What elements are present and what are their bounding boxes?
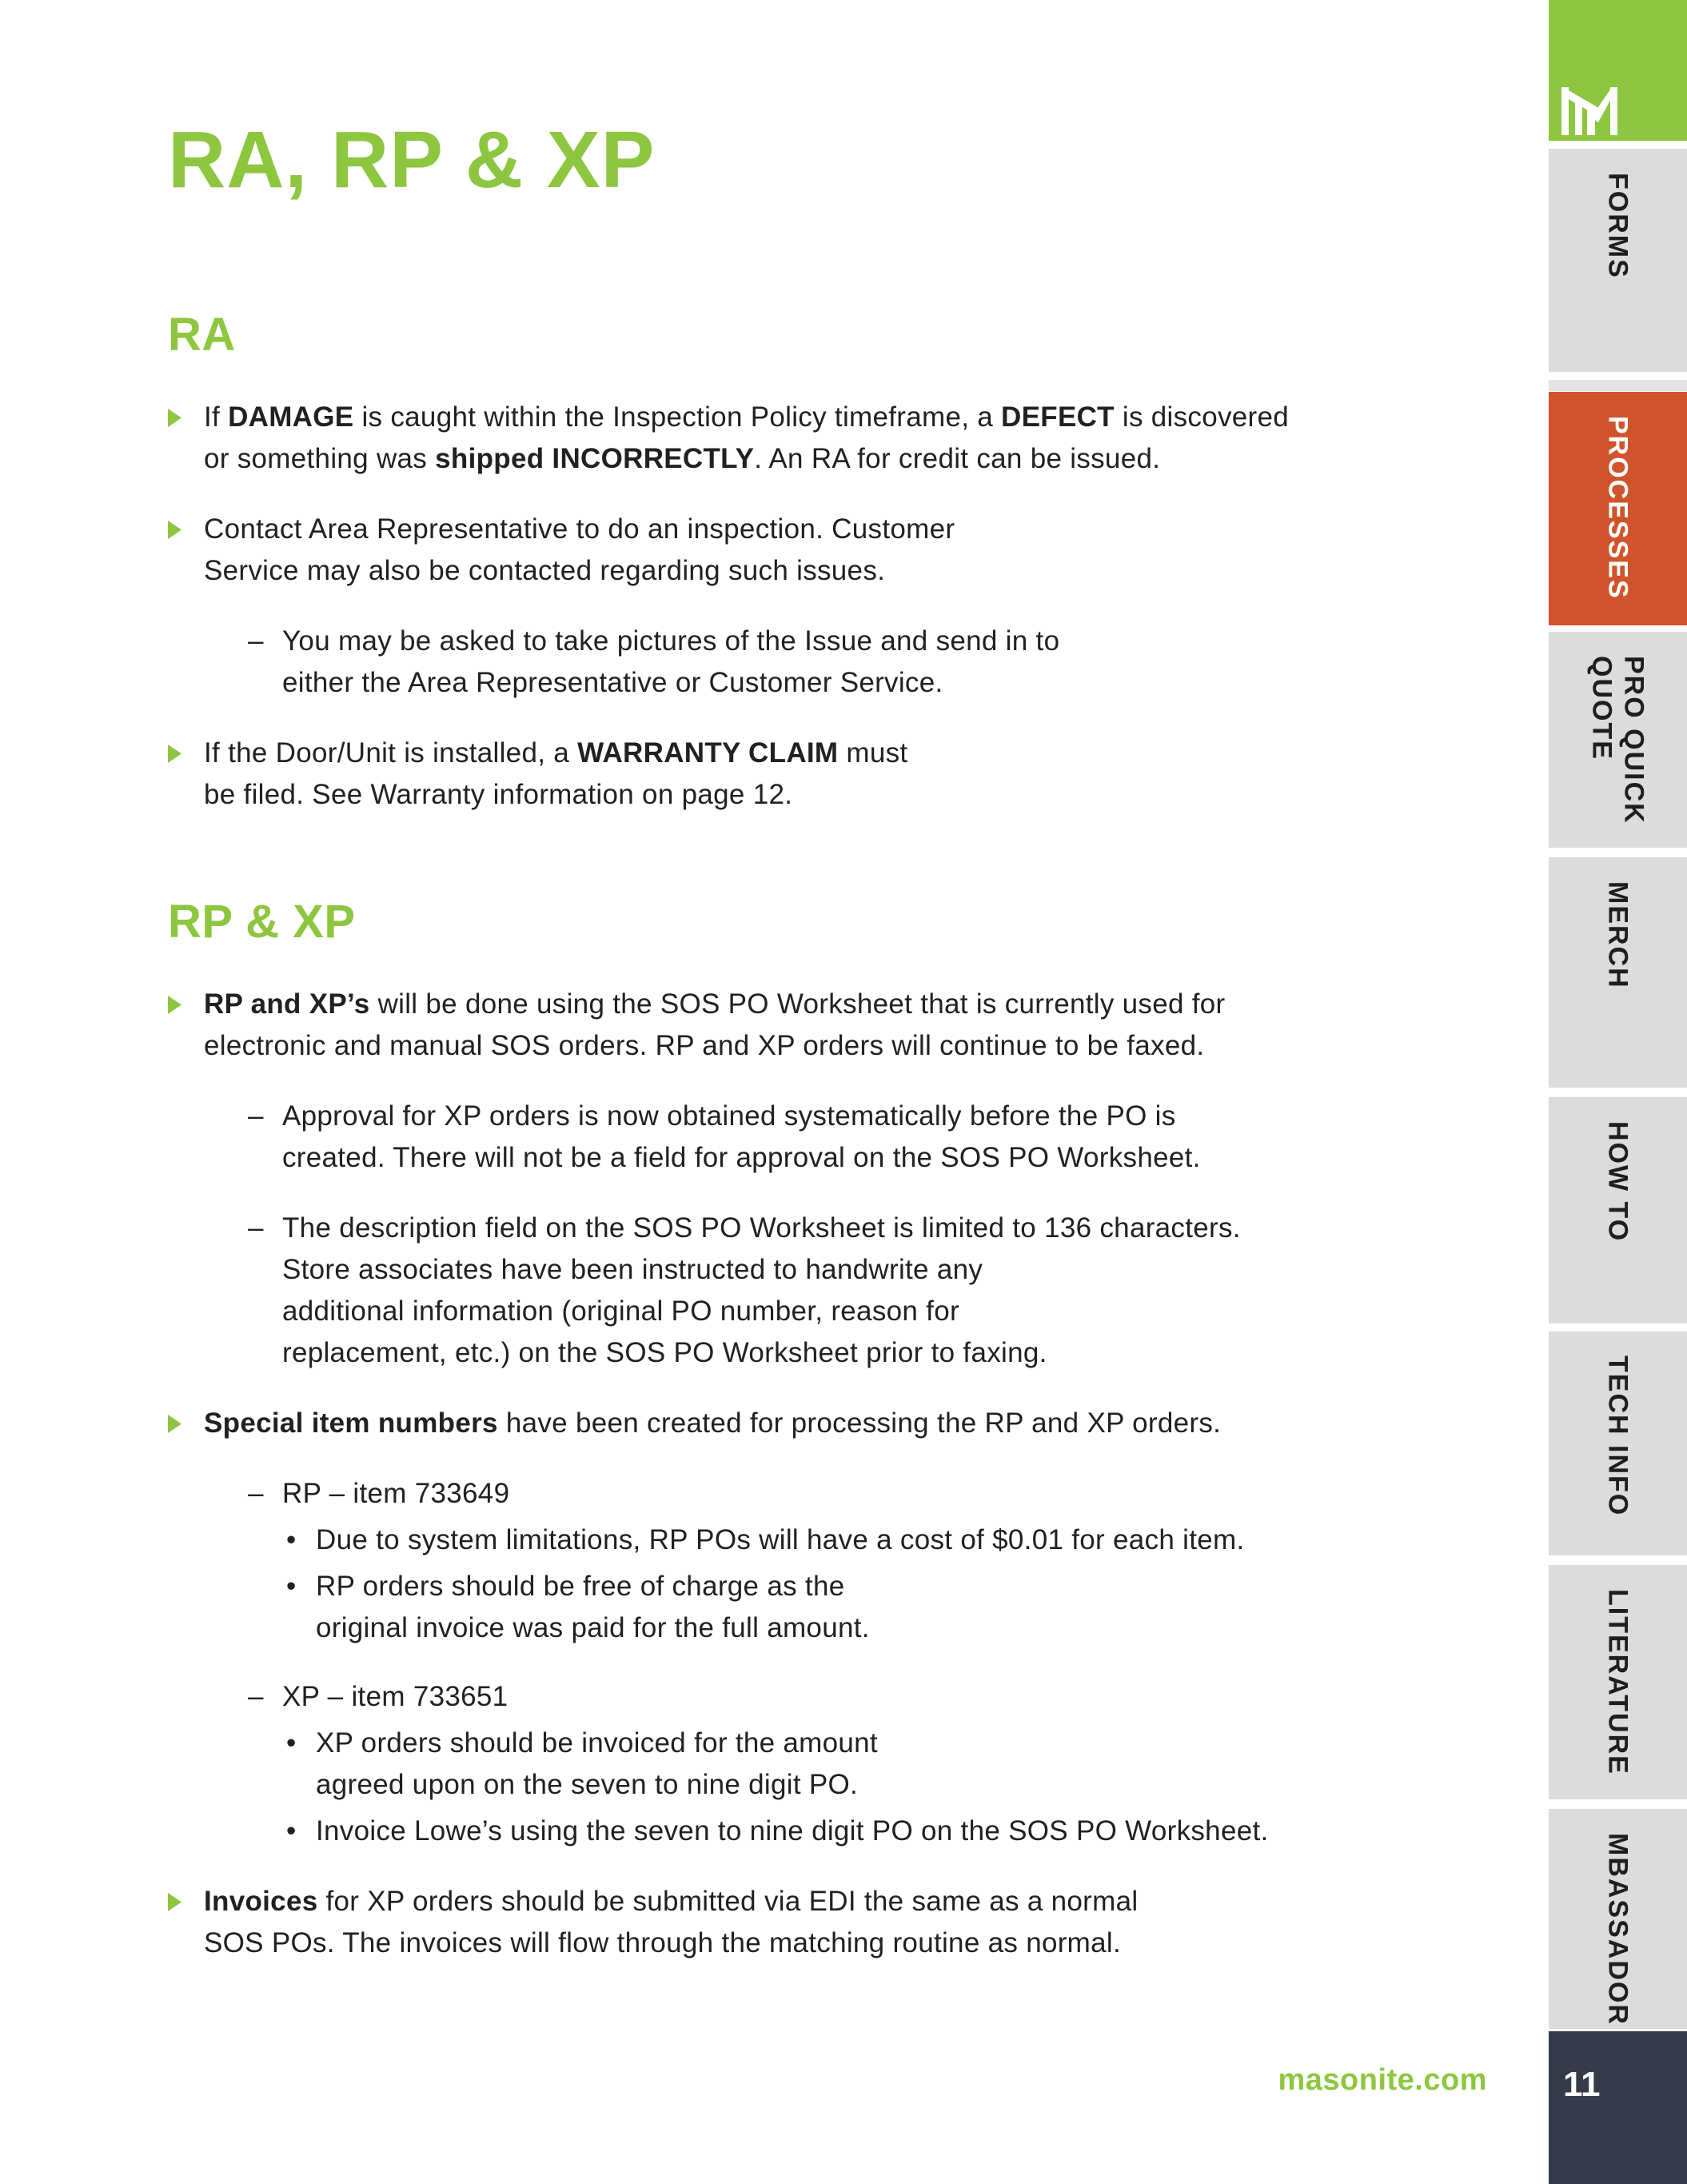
text-line: created. There will not be a field for approval on the SOS PO Worksheet.	[282, 1142, 1201, 1173]
section-heading: RA	[168, 309, 236, 361]
sidebar-tab-pro-quick-quote[interactable]	[1549, 632, 1687, 848]
dot-bullet-icon: •	[286, 1571, 297, 1602]
dot-bullet-icon: •	[286, 1727, 297, 1759]
text-line: SOS POs. The invoices will flow through the matching routine as normal.	[204, 1927, 1122, 1958]
tab-separator	[1549, 380, 1687, 391]
tab-gap	[1549, 1799, 1687, 1809]
tab-gap	[1549, 625, 1687, 632]
dash-bullet-icon: –	[248, 1478, 264, 1509]
sidebar-tab-merch[interactable]	[1549, 857, 1687, 1088]
triangle-bullet-icon	[168, 996, 181, 1014]
text-line: Store associates have been instructed to handwrite any	[282, 1254, 983, 1285]
sidebar-tab-tech-info[interactable]	[1549, 1332, 1687, 1555]
masonite-m1-logo-icon	[1561, 85, 1617, 136]
sidebar-tab-forms[interactable]	[1549, 149, 1687, 372]
dash-bullet-icon: –	[248, 1212, 264, 1244]
text-line: If DAMAGE is caught within the Inspection Policy timeframe, a DEFECT is discovered	[204, 401, 1290, 433]
text-line: XP – item 733651	[282, 1681, 508, 1712]
tab-gap	[1549, 1088, 1687, 1097]
text-line: either the Area Representative or Customer Service.	[282, 667, 943, 698]
dot-bullet-icon: •	[286, 1815, 297, 1847]
sidebar	[1549, 0, 1687, 2184]
text-line: electronic and manual SOS orders. RP and XP orders will continue to be faxed.	[204, 1030, 1205, 1061]
text-line: RP – item 733649	[282, 1478, 510, 1509]
tab-gap	[1549, 141, 1687, 149]
sidebar-tab-literature[interactable]	[1549, 1565, 1687, 1799]
text-line: RP orders should be free of charge as the	[316, 1571, 845, 1602]
footer-link[interactable]: masonite.com	[1278, 2063, 1487, 2097]
bullet-item	[168, 733, 1527, 816]
page-number-box	[1549, 2031, 1687, 2184]
tab-label: MBASSADOR	[1602, 1833, 1633, 2026]
text-line: Service may also be contacted regarding such issues.	[204, 555, 886, 586]
tab-label: PRO QUICK QUOTE	[1586, 656, 1649, 824]
sidebar-tab-how-to[interactable]	[1549, 1097, 1687, 1324]
text-line: Invoices for XP orders should be submitted via EDI the same as a normal	[204, 1886, 1139, 1917]
text-line: be filed. See Warranty information on page 12.	[204, 779, 793, 810]
text-line: replacement, etc.) on the SOS PO Worksheet prior to faxing.	[282, 1337, 1047, 1368]
text-line: agreed upon on the seven to nine digit PO.	[316, 1769, 859, 1800]
tab-gap	[1549, 848, 1687, 857]
dot-bullet-icon: •	[286, 1524, 297, 1555]
tab-label: FORMS	[1602, 173, 1633, 279]
text-line: XP orders should be invoiced for the amount	[316, 1727, 878, 1759]
tab-label: HOW TO	[1602, 1121, 1633, 1243]
triangle-bullet-icon	[168, 521, 181, 539]
tab-gap	[1549, 1324, 1687, 1332]
dot-item	[168, 1519, 1527, 1561]
text-line: RP and XP’s will be done using the SOS PO Worksheet that is currently used for	[204, 988, 1226, 1020]
dot-item	[168, 1723, 1527, 1806]
tab-gap	[1549, 1555, 1687, 1565]
sections-container	[168, 309, 1527, 1964]
text-line: original invoice was paid for the full amount.	[316, 1612, 870, 1643]
section-heading: RP & XP	[168, 896, 356, 948]
dash-head-item	[168, 1676, 1527, 1718]
bullet-item	[168, 397, 1527, 480]
tab-gap	[1549, 372, 1687, 380]
dash-head-item	[168, 1473, 1527, 1515]
dash-item	[168, 621, 1527, 704]
dash-item	[168, 1096, 1527, 1179]
bullet-item	[168, 509, 1527, 592]
bullet-item	[168, 1881, 1527, 1964]
dash-bullet-icon: –	[248, 1100, 264, 1132]
text-line: Special item numbers have been created for processing the RP and XP orders.	[204, 1407, 1222, 1439]
bullet-item	[168, 1403, 1527, 1444]
triangle-bullet-icon	[168, 745, 181, 763]
text-line: or something was shipped INCORRECTLY. An RA for credit can be issued.	[204, 443, 1161, 474]
text-line: You may be asked to take pictures of the Issue and send in to	[282, 625, 1060, 657]
tab-label: LITERATURE	[1602, 1589, 1633, 1775]
page-number: 11	[1563, 2065, 1601, 2104]
sidebar-tab-mbassador[interactable]	[1549, 1809, 1687, 2029]
text-line: Approval for XP orders is now obtained systematically before the PO is	[282, 1100, 1176, 1132]
tab-label: TECH INFO	[1602, 1356, 1633, 1517]
tab-label: PROCESSES	[1602, 416, 1633, 600]
text-line: Invoice Lowe’s using the seven to nine digit PO on the SOS PO Worksheet.	[316, 1815, 1269, 1847]
text-line: The description field on the SOS PO Worksheet is limited to 136 characters.	[282, 1212, 1241, 1244]
dash-bullet-icon: –	[248, 625, 264, 657]
page-title: RA, RP & XP	[168, 115, 656, 205]
triangle-bullet-icon	[168, 1893, 181, 1911]
bullet-item	[168, 984, 1527, 1067]
tab-label: MERCH	[1602, 881, 1633, 989]
dot-item	[168, 1811, 1527, 1852]
dot-item	[168, 1566, 1527, 1649]
text-line: additional information (original PO number, reason for	[282, 1296, 959, 1327]
text-line: Contact Area Representative to do an inspection. Customer	[204, 513, 955, 545]
text-line: Due to system limitations, RP POs will have a cost of $0.01 for each item.	[316, 1524, 1245, 1555]
main-content	[168, 0, 1527, 1993]
sidebar-tab-processes[interactable]	[1549, 392, 1687, 625]
triangle-bullet-icon	[168, 409, 181, 427]
text-line: If the Door/Unit is installed, a WARRANTY CLAIM must	[204, 737, 908, 769]
dash-item	[168, 1208, 1527, 1374]
dash-bullet-icon: –	[248, 1681, 264, 1712]
sidebar-logo-box	[1549, 0, 1687, 141]
triangle-bullet-icon	[168, 1415, 181, 1433]
